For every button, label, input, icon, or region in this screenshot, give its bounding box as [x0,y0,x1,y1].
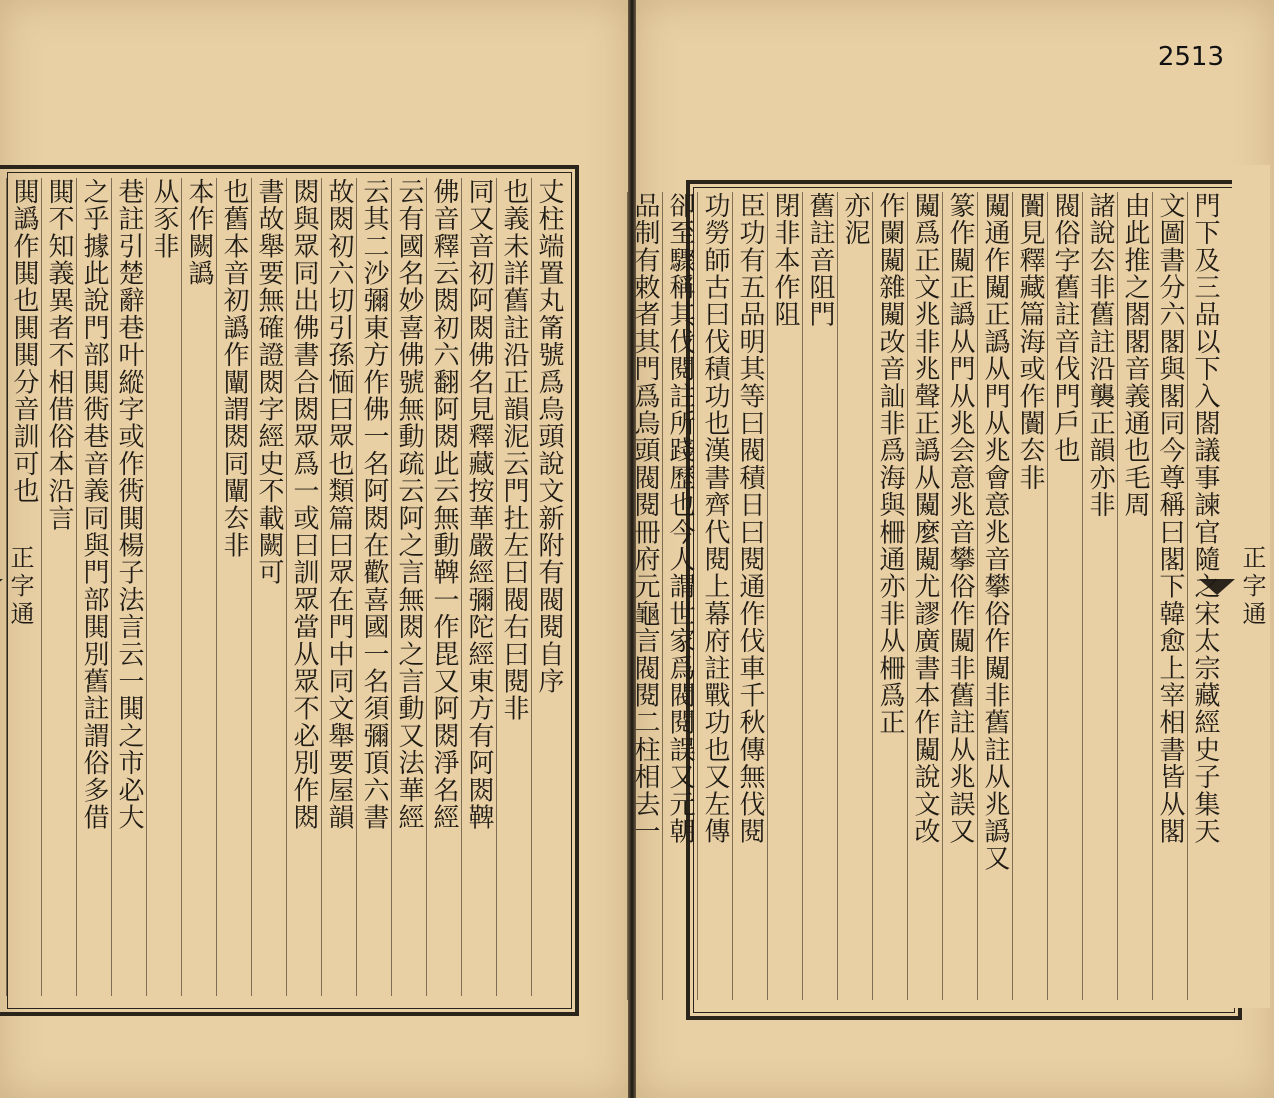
text-column: 卻至驟稱其伐閱註所踐歷也今人謂世家爲閥閱誤又元朝 [662,192,697,1000]
text-column: 从豕非 [146,178,181,996]
text-column: 作闌闚雜闚改音訕非爲海與柵通亦非从柵爲正 [872,192,907,1000]
text-column: 由此推之閤閣音義通也毛周 [1117,192,1152,1000]
text-column: 書故舉要無確證閦字經史不載闕可 [251,178,286,996]
text-column: 閦與眾同出佛書合閦眾爲一或曰訓眾當从眾不必別作閦 [286,178,321,996]
text-column: 闚爲正文兆非兆聲正譌从闚麼闚尤謬廣書本作闚說文改 [907,192,942,1000]
text-column: 閧譌作閧也閧閧分音訓可也 [6,178,41,996]
text-column: 闚通作闚正譌从門从兆會意兆音攀俗作闚非舊註从兆譌又 [977,192,1012,1000]
text-column: 本作闕譌 [181,178,216,996]
text-column: 同又音初阿閦佛名見釋藏按華嚴經彌陀經東方有阿閦鞞 [461,178,496,996]
text-column: 品制有敕者其門爲烏頭閥閱冊府元龜言閥閱二柱相去一 [627,192,662,1000]
left-text-block [9,178,566,996]
text-column: 文圖書分六閣與閣同今尊稱曰閣下韓愈上宰相書皆从閣 [1152,192,1187,1000]
text-column: 也義未詳舊註沿正韻泥云門扗左曰閥右曰閱非 [496,178,531,996]
fishtail-mark-icon [0,579,3,595]
text-column: 之乎據此說門部閧衖巷音義同與門部閧別舊註謂俗多借 [76,178,111,996]
text-column: 也舊本音初譌作闡謂閦同闡厺非 [216,178,251,996]
text-column: 閉非本作阻 [767,192,802,1000]
text-column: 佛音釋云閦初六翻阿閦此云無動鞞一作毘又阿閦淨名經 [426,178,461,996]
text-column: 亦泥 [837,192,872,1000]
page-number: 2513 [1157,42,1224,72]
text-column: 閥俗字舊註音伐門戶也 [1047,192,1082,1000]
text-column: 舊註音阻門 [802,192,837,1000]
text-column: 巷註引楚辭巷叶縱字或作衖閧楊子法言云一閧之市必大 [111,178,146,996]
left-spine-title: 正字通 [6,544,34,629]
right-spine-title: 正字通 [1238,544,1266,629]
text-column: 云其二沙彌東方作佛一名阿閦在歡喜國一名須彌頂六書 [356,178,391,996]
text-column: 門下及三品以下入閤議事諫官隨之宋太宗藏經史子集天 [1187,192,1222,1000]
right-spine [1232,165,1270,1008]
right-text-block [630,192,1222,1000]
text-column: 臣功有五品明其等曰閥積日曰閱通作伐車千秋傳無伐閱 [732,192,767,1000]
text-column: 故閦初六切引孫愐曰眾也類篇曰眾在門中同文舉要屋韻 [321,178,356,996]
text-column: 云有國名妙喜佛號無動疏云阿之言無閦之言動又法華經 [391,178,426,996]
text-column: 功勞師古曰伐積功也漢書齊代閱上幕府註戰功也又左傳 [697,192,732,1000]
text-column: 闠見釋藏篇海或作闠厺非 [1012,192,1047,1000]
text-column: 篆作闚正譌从門从兆会意兆音攀俗作闚非舊註从兆誤又 [942,192,977,1000]
text-column: 閧不知義異者不相借俗本沿言 [41,178,76,996]
text-column: 丈柱端置丸筩號爲烏頭說文新附有閥閱自序 [531,178,566,996]
text-column: 諸說厺非舊註沿襲正韻亦非 [1082,192,1117,1000]
